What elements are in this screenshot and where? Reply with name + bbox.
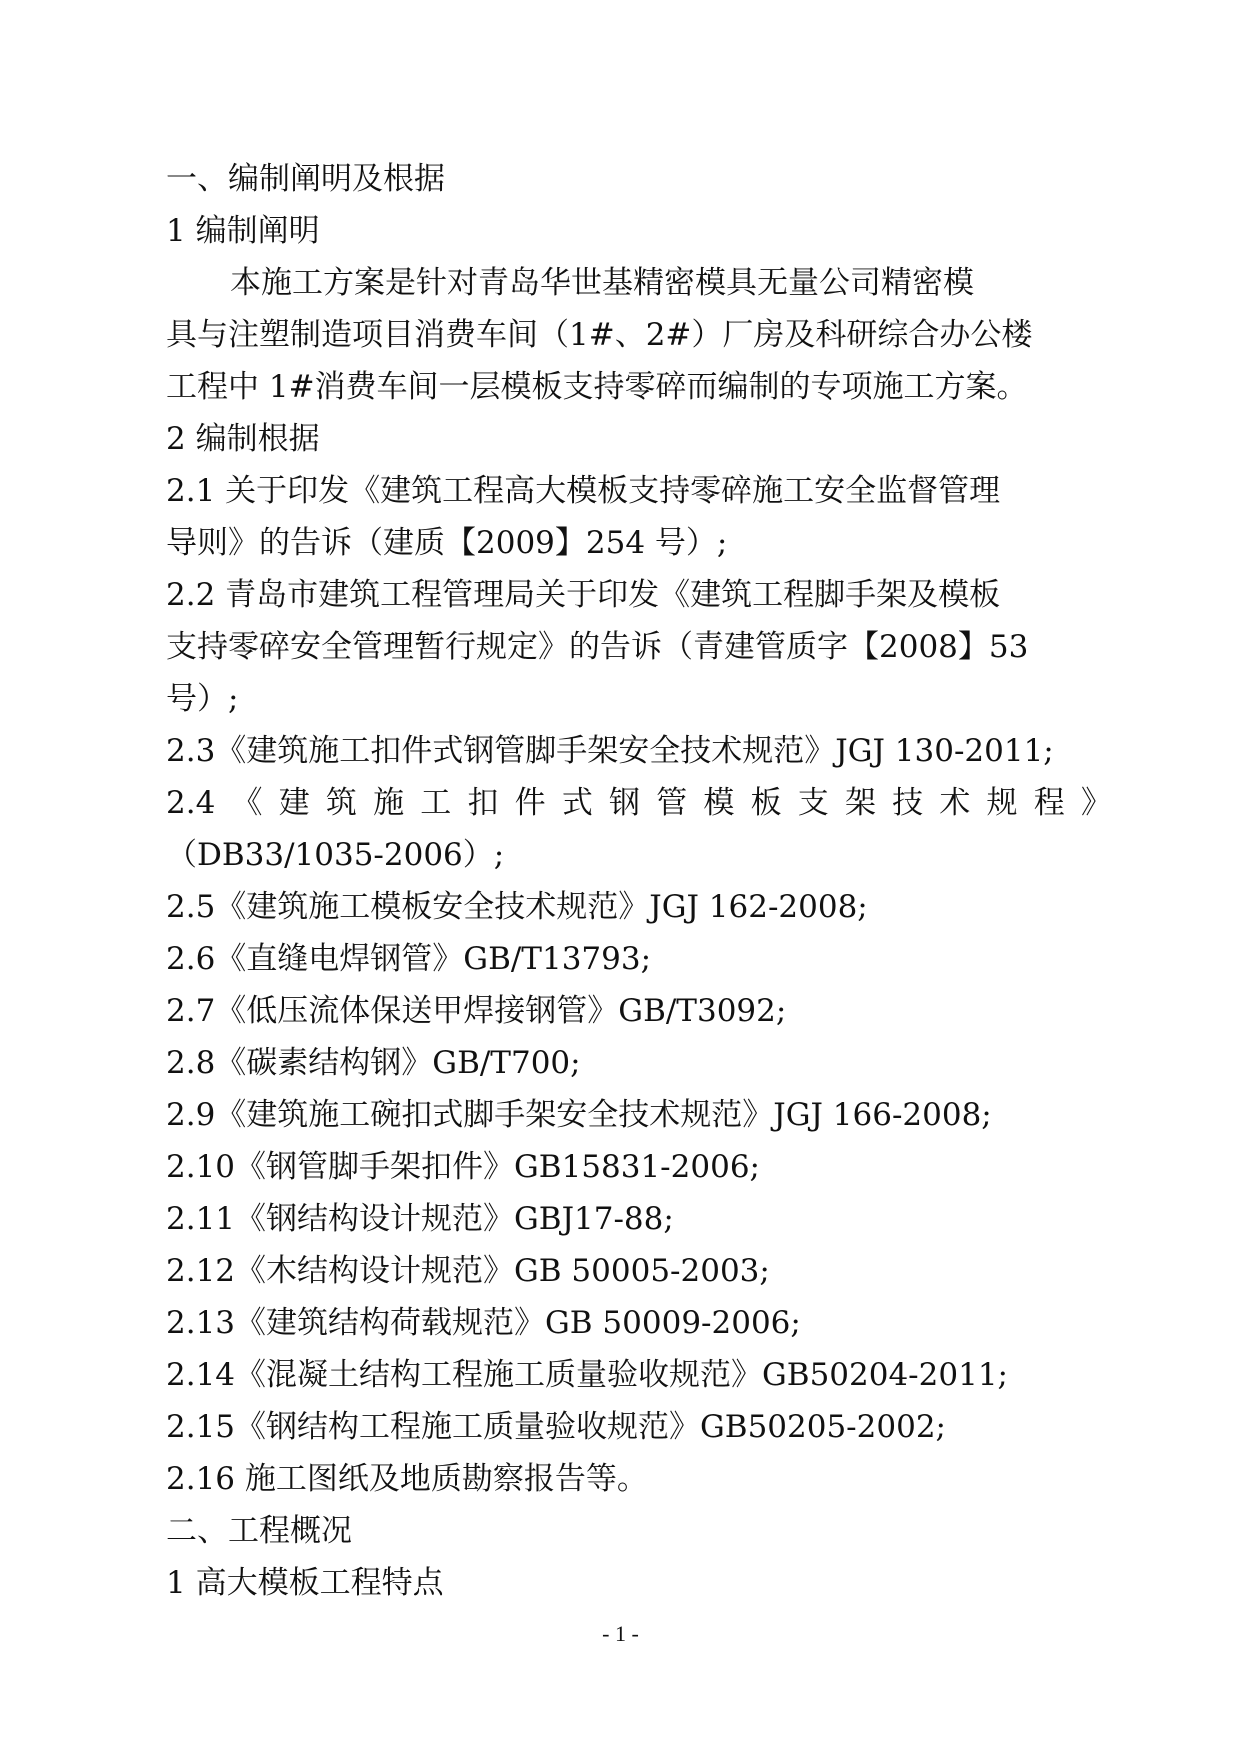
reference-line-2-11: 2.11《钢结构设计规范》GBJ17-88; [166,1201,674,1237]
reference-line-2-8: 2.8《碳素结构钢》GB/T700; [166,1045,581,1081]
subheading-compilation-basis: 2 编制根据 [166,421,320,457]
reference-line-2-2a: 2.2 青岛市建筑工程管理局关于印发《建筑工程脚手架及模板 [166,577,1001,613]
subheading-compilation-explanation: 1 编制阐明 [166,213,320,249]
document-page [166,153,1112,1609]
reference-line-2-7: 2.7《低压流体保送甲焊接钢管》GB/T3092; [166,993,787,1029]
section-heading-2: 二、工程概况 [166,1513,352,1549]
paragraph-line-3: 工程中 1#消费车间一层模板支持零碎而编制的专项施工方案。 [166,369,1028,405]
reference-line-2-1b: 导则》的告诉（建质【2009】254 号）; [166,525,728,561]
reference-line-2-12: 2.12《木结构设计规范》GB 50005-2003; [166,1253,770,1289]
reference-line-2-16: 2.16 施工图纸及地质勘察报告等。 [166,1461,648,1497]
reference-line-2-4: 2.4 《 建 筑 施 工 扣 件 式 钢 管 模 板 支 架 技 术 规 程 》 [166,785,1112,821]
reference-line-2-2b: 支持零碎安全管理暂行规定》的告诉（青建管质字【2008】53 [166,629,1029,665]
paragraph-line-2: 具与注塑制造项目消费车间（1#、2#）厂房及科研综合办公楼 [166,317,1033,353]
reference-line-2-9: 2.9《建筑施工碗扣式脚手架安全技术规范》JGJ 166-2008; [166,1097,992,1133]
reference-line-2-13: 2.13《建筑结构荷载规范》GB 50009-2006; [166,1305,801,1341]
reference-line-2-3: 2.3《建筑施工扣件式钢管脚手架安全技术规范》JGJ 130-2011; [166,733,1054,769]
reference-line-2-10: 2.10《钢管脚手架扣件》GB15831-2006; [166,1149,760,1185]
page-number: - 1 - [602,1621,639,1646]
section-heading-1: 一、编制阐明及根据 [166,161,445,197]
reference-line-2-15: 2.15《钢结构工程施工质量验收规范》GB50205-2002; [166,1409,946,1445]
paragraph-line-1: 本施工方案是针对青岛华世基精密模具无量公司精密模 [230,265,974,301]
reference-line-2-4b: （DB33/1035-2006）; [166,837,505,873]
reference-line-2-14: 2.14《混凝土结构工程施工质量验收规范》GB50204-2011; [166,1357,1008,1393]
subheading-project-features: 1 高大模板工程特点 [166,1565,444,1601]
reference-line-2-2c: 号）; [166,681,239,717]
reference-line-2-6: 2.6《直缝电焊钢管》GB/T13793; [166,941,652,977]
reference-line-2-5: 2.5《建筑施工模板安全技术规范》JGJ 162-2008; [166,889,868,925]
reference-line-2-1a: 2.1 关于印发《建筑工程高大模板支持零碎施工安全监督管理 [166,473,1001,509]
